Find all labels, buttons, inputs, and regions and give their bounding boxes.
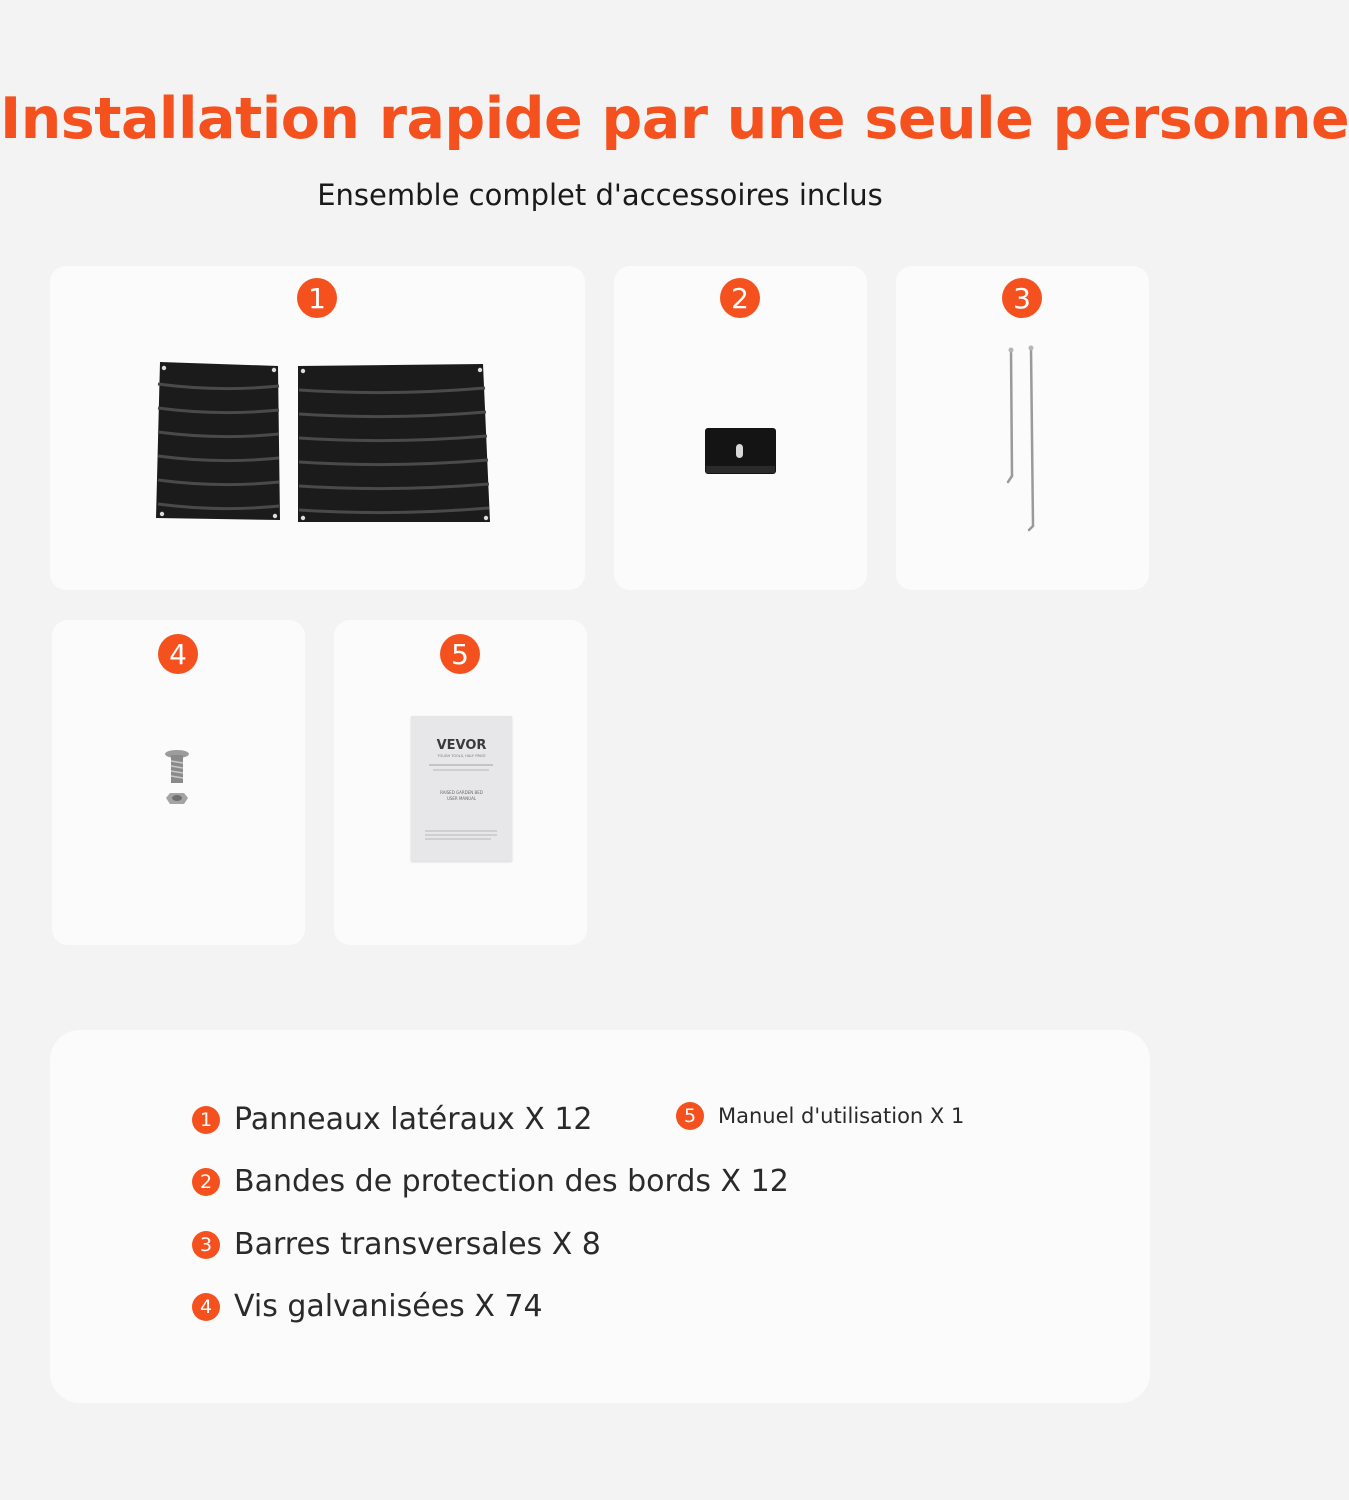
number-badge: 2: [192, 1168, 220, 1196]
manual-doc: USER MANUAL: [446, 796, 477, 801]
card-manual: [334, 620, 587, 945]
legend-text: Vis galvanisées X 74: [234, 1289, 543, 1324]
legend-item: [192, 1102, 593, 1137]
manual-brand: VEVOR: [436, 738, 487, 753]
number-badge: 2: [720, 278, 760, 318]
legend-item: [676, 1102, 964, 1130]
number-badge: 5: [440, 634, 480, 674]
page-title: Installation rapide par une seule personne: [0, 86, 1349, 152]
card-screw: [52, 620, 305, 945]
number-badge: 4: [192, 1293, 220, 1321]
user-manual-icon: [411, 716, 512, 861]
number-badge: 3: [192, 1231, 220, 1259]
number-badge: 1: [297, 278, 337, 318]
legend-text: Panneaux latéraux X 12: [234, 1102, 593, 1137]
legend-text: Barres transversales X 8: [234, 1227, 601, 1262]
page-subtitle: Ensemble complet d'accessoires inclus: [317, 178, 883, 212]
card-edge-strip: [614, 266, 867, 590]
legend-item: [192, 1227, 601, 1262]
legend-item: [192, 1164, 789, 1199]
legend-text: Bandes de protection des bords X 12: [234, 1164, 789, 1199]
legend-text: Manuel d'utilisation X 1: [718, 1104, 965, 1128]
manual-model: RAISED GARDEN BED: [440, 790, 483, 795]
number-badge: 3: [1002, 278, 1042, 318]
edge-strip-icon: [704, 426, 778, 476]
accessories-legend: [50, 1030, 1150, 1403]
card-cross-bars: [896, 266, 1149, 590]
screw-icon: [162, 748, 192, 814]
side-panels-icon: [150, 356, 500, 526]
number-badge: 4: [158, 634, 198, 674]
manual-tagline: TOUGH TOOLS, HALF PRICE: [437, 754, 486, 758]
number-badge: 1: [192, 1106, 220, 1134]
legend-item: [192, 1289, 543, 1324]
cross-bars-icon: [1001, 344, 1041, 534]
card-side-panels: [50, 266, 585, 590]
number-badge: 5: [676, 1102, 704, 1130]
